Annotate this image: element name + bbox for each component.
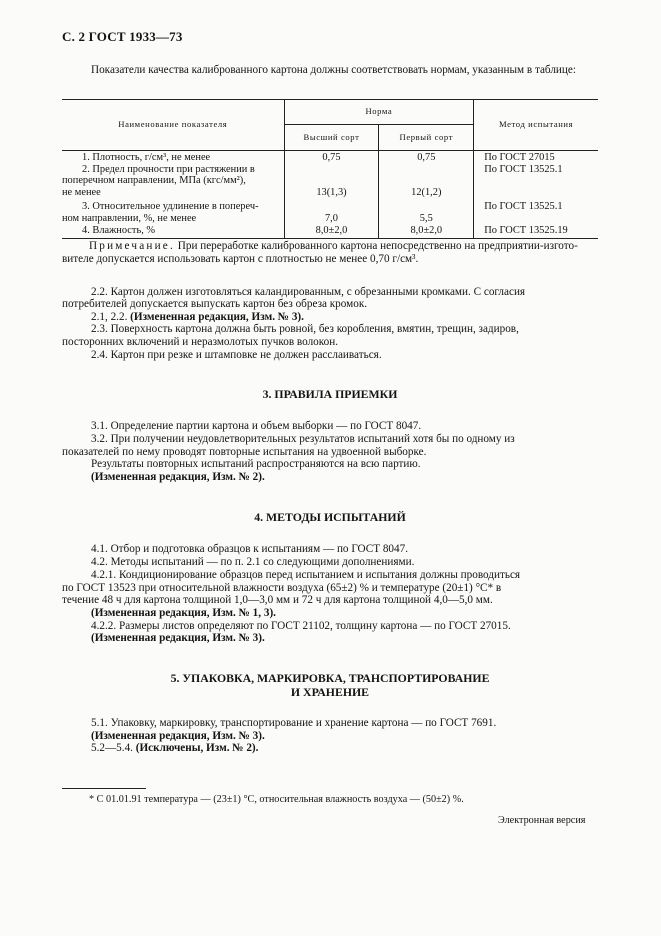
header-first-grade: Первый сорт [379, 125, 474, 151]
section-4-title: 4. МЕТОДЫ ИСПЫТАНИЙ [254, 510, 406, 524]
table-row [62, 151, 598, 164]
para-4-2-1-line2: по ГОСТ 13523 при относительной влажности воздуха (65±2) % и температуре (20±1) °С* в [62, 582, 502, 594]
para-2-3-line2: посторонних включений и неразмолотых пучков волокон. [62, 336, 339, 348]
table-row [62, 198, 598, 224]
section-5-title-line1: 5. УПАКОВКА, МАРКИРОВКА, ТРАНСПОРТИРОВАНИЕ [170, 671, 490, 685]
row1-name: 1. Плотность, г/см³, не менее [82, 152, 211, 163]
row1-first: 0,75 [379, 151, 474, 164]
row4-method: По ГОСТ 13525.19 [474, 225, 598, 239]
section-5-title-line2: И ХРАНЕНИЕ [290, 685, 370, 699]
amendment-2-1-2-2: 2.1, 2.2. (Измененная редакция, Изм. № 3). [91, 311, 304, 323]
header-indicator-name: Наименование показателя [62, 100, 284, 151]
row3-method: По ГОСТ 13525.1 [474, 198, 598, 224]
row1-method: По ГОСТ 27015 [474, 151, 598, 164]
para-4-2-2: 4.2.2. Размеры листов определяют по ГОСТ 21102, толщину картона — по ГОСТ 27015. [91, 620, 511, 632]
page-header: С. 2 ГОСТ 1933—73 [62, 29, 183, 44]
note-label: Примечание. [89, 240, 175, 252]
amendment-4-2-1: (Измененная редакция, Изм. № 1, 3). [91, 607, 276, 619]
table-row [62, 164, 598, 199]
footnote-divider [62, 788, 146, 789]
amendment-4-2-2: (Измененная редакция, Изм. № 3). [91, 632, 265, 644]
row4-high: 8,0±2,0 [284, 225, 379, 239]
para-4-2: 4.2. Методы испытаний — по п. 2.1 со следующими дополнениями. [91, 556, 415, 568]
row3-name-line1: 3. Относительное удлинение в попереч- [82, 201, 259, 213]
para-4-1: 4.1. Отбор и подготовка образцов к испытаниям — по ГОСТ 8047. [91, 543, 408, 555]
table-header-row [62, 100, 598, 125]
note-line1: Примечание. При переработке калиброванного картона непосредственно на предприятии-изгото- [89, 240, 578, 252]
para-2-3-line1: 2.3. Поверхность картона должна быть ровной, без коробления, вмятин, трещин, задиров, [91, 323, 519, 335]
row2-method: По ГОСТ 13525.1 [474, 164, 598, 199]
header-test-method: Метод испытания [474, 100, 598, 151]
row4-first: 8,0±2,0 [379, 225, 474, 239]
header-high-grade: Высший сорт [284, 125, 379, 151]
footnote: * С 01.01.91 температура — (23±1) °С, относительная влажность воздуха — (50±2) %. [89, 794, 464, 805]
row2-name-line1: 2. Предел прочности при растяжении в [82, 163, 255, 175]
row2-name-line3: не менее [62, 186, 101, 198]
note-line2: вителе допускается использовать картон с плотностью не менее 0,70 г/см³. [62, 253, 419, 265]
section-3-title: 3. ПРАВИЛА ПРИЕМКИ [262, 387, 398, 401]
row2-high: 13(1,3) [284, 164, 379, 199]
para-4-2-1-line3: течение 48 ч для картона толщиной 1,0—3,0 мм и 72 ч для картона толщиной 4,0—5,0 мм. [62, 594, 493, 606]
para-5-2-5-4: 5.2—5.4. (Исключены, Изм. № 2). [91, 742, 259, 754]
header-norm: Норма [284, 100, 474, 125]
row1-high: 0,75 [284, 151, 379, 164]
row4-name: 4. Влажность, % [82, 224, 156, 236]
row3-name-line2: ном направлении, %, не менее [62, 212, 197, 224]
row2-name-line2: поперечном направлении, МПа (кгс/мм²), [62, 175, 246, 187]
para-4-2-1-line1: 4.2.1. Кондиционирование образцов перед испытанием и испытания должны проводиться [91, 569, 521, 581]
para-3-1: 3.1. Определение партии картона и объем выборки — по ГОСТ 8047. [91, 420, 422, 432]
para-2-2-line1: 2.2. Картон должен изготовляться каландированным, с обрезанными кромками. С согласия [91, 286, 526, 298]
row2-first: 12(1,2) [379, 164, 474, 199]
row3-first: 5,5 [379, 198, 474, 224]
para-3-2-line2: показателей по нему проводят повторные испытания на удвоенной выборке. [62, 446, 427, 458]
para-3-2-line1: 3.2. При получении неудовлетворительных результатов испытаний хотя бы по одному из [91, 433, 515, 445]
row3-high: 7,0 [284, 198, 379, 224]
para-5-1: 5.1. Упаковку, маркировку, транспортирование и хранение картона — по ГОСТ 7691. [91, 717, 497, 729]
amendment-5-1: (Измененная редакция, Изм. № 3). [91, 730, 265, 742]
table-row [62, 225, 598, 239]
intro-paragraph: Показатели качества калиброванного картона должны соответствовать нормам, указанным в таблице: [91, 64, 576, 76]
para-2-4: 2.4. Картон при резке и штамповке не должен расслаиваться. [91, 349, 382, 361]
quality-table [62, 99, 598, 239]
para-2-2-line2: потребителей допускается выпускать картон без обреза кромок. [62, 298, 368, 310]
para-3-2-line3: Результаты повторных испытаний распространяются на всю партию. [91, 458, 421, 470]
edition-label: Электронная версия [498, 815, 586, 826]
amendment-3-2: (Измененная редакция, Изм. № 2). [91, 471, 265, 483]
